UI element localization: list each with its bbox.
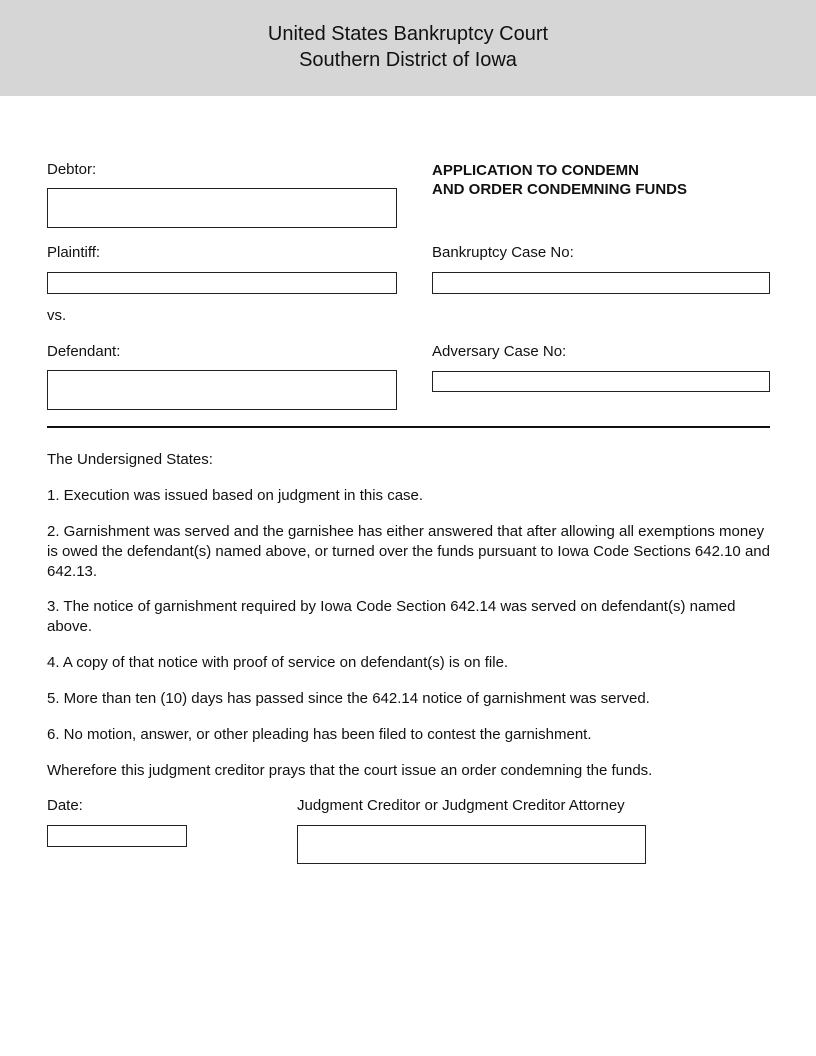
statement-1: 1. Execution was issued based on judgment in this case.: [47, 487, 424, 504]
adversary-case-field[interactable]: [432, 371, 770, 392]
creditor-signature-field[interactable]: [297, 825, 646, 864]
form-title-line1: APPLICATION TO CONDEMN: [432, 162, 639, 179]
date-label: Date:: [47, 797, 83, 814]
court-name: United States Bankruptcy Court: [267, 23, 549, 45]
debtor-field[interactable]: [47, 188, 397, 228]
form-title-line2: AND ORDER CONDEMNING FUNDS: [432, 181, 687, 198]
creditor-label: Judgment Creditor or Judgment Creditor Attorney: [297, 797, 625, 814]
plaintiff-label: Plaintiff:: [47, 244, 101, 261]
statement-3: 3. The notice of garnishment required by Iowa Code Section 642.14 was served on defendant(s) named above.: [47, 598, 736, 635]
wherefore-text: Wherefore this judgment creditor prays that the court issue an order condemning the funds.: [47, 762, 653, 779]
section-divider: [47, 426, 770, 428]
debtor-label: Debtor:: [47, 161, 97, 178]
date-field[interactable]: [47, 825, 187, 847]
plaintiff-field[interactable]: [47, 272, 397, 294]
bankruptcy-case-field[interactable]: [432, 272, 770, 294]
vs-label: vs.: [47, 307, 67, 324]
statement-2: 2. Garnishment was served and the garnishee has either answered that after allowing all exemptions money is owed the defendant(s) named above, or turned over the funds pursuant to Iowa Code Sections 642.10 and 642.13.: [47, 523, 770, 580]
bankruptcy-case-label: Bankruptcy Case No:: [432, 244, 574, 261]
adversary-case-label: Adversary Case No:: [432, 343, 567, 360]
statement-4: 4. A copy of that notice with proof of service on defendant(s) is on file.: [47, 654, 509, 671]
defendant-label: Defendant:: [47, 343, 121, 360]
intro-text: The Undersigned States:: [47, 451, 213, 468]
court-district: Southern District of Iowa: [299, 49, 517, 71]
statement-6: 6. No motion, answer, or other pleading has been filed to contest the garnishment.: [47, 726, 592, 743]
court-header: [0, 0, 816, 96]
statement-5: 5. More than ten (10) days has passed since the 642.14 notice of garnishment was served.: [47, 690, 650, 707]
defendant-field[interactable]: [47, 370, 397, 410]
